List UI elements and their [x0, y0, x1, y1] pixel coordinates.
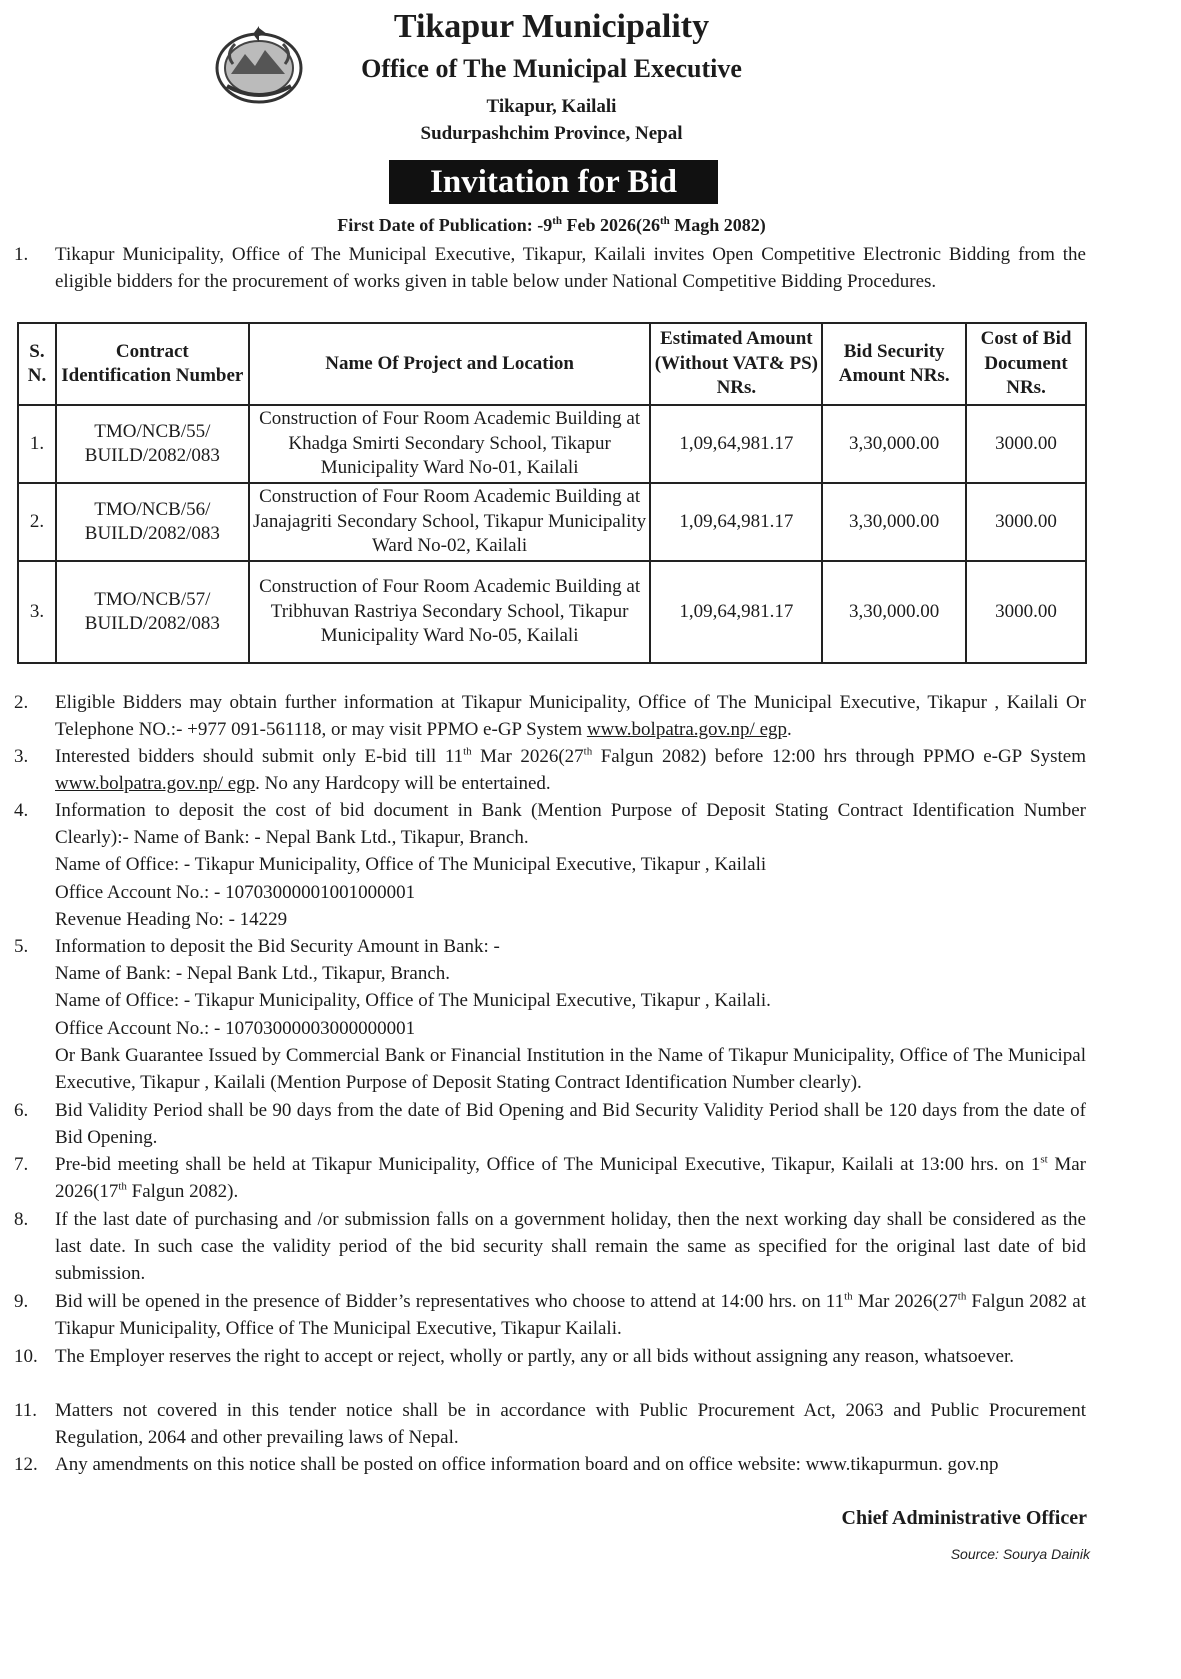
cell-sn: 3. — [18, 561, 56, 663]
clause-number: 5. — [14, 936, 29, 957]
clause-text: Pre-bid meeting shall be held at Tikapur Municipality, Office of The Municipal Executive, Tikapur, Kailali at 13:00 hrs. on 1st Mar 2026(17th Falgun 2082). — [55, 1153, 1087, 1203]
table-row — [18, 405, 1086, 483]
clause-text: Bid will be opened in the presence of Bidder’s representatives who choose to attend at 14:00 hrs. on 11th Mar 2026(27th Falgun 2082 at Tikapur Municipality, Office of The Municipal Executive, Tikapur Kailali. — [55, 1290, 1087, 1340]
cell-sn: 1. — [18, 405, 56, 483]
notice-title: Invitation for Bid — [389, 160, 718, 204]
municipality-name: Tikapur Municipality — [393, 8, 710, 45]
cell-bid-security: 3,30,000.00 — [822, 405, 966, 483]
cell-project: Construction of Four Room Academic Building at Khadga Smirti Secondary School, Tikapur Municipality Ward No-01, Kailali — [249, 405, 651, 483]
col-header-sn: S. N. — [18, 323, 56, 405]
clause-number: 8. — [14, 1209, 29, 1230]
col-header-bid-security: Bid Security Amount NRs. — [822, 323, 966, 405]
office-name: Office of The Municipal Executive — [361, 54, 742, 83]
cell-project: Construction of Four Room Academic Building at Tribhuvan Rastriya Secondary School, Tikapur Municipality Ward No-05, Kailali — [249, 561, 651, 663]
col-header-estimate: Estimated Amount (Without VAT& PS) NRs. — [650, 323, 822, 405]
cell-contract-id: TMO/NCB/55/ BUILD/2082/083 — [56, 405, 249, 483]
cell-doc-cost: 3000.00 — [966, 561, 1086, 663]
table-header-row — [18, 323, 1086, 405]
publication-date: First Date of Publication: -9th Feb 2026(26th Magh 2082) — [337, 215, 766, 235]
table-row — [18, 483, 1086, 561]
clause-text: If the last date of purchasing and /or submission falls on a government holiday, then the next working day shall be considered as the last date. In such case the validity period of the bid security shall remain the same as specified for the original last date of bid submission. — [55, 1209, 1086, 1285]
cell-sn: 2. — [18, 483, 56, 561]
cell-doc-cost: 3000.00 — [966, 483, 1086, 561]
clause-number: 6. — [14, 1100, 29, 1121]
col-header-contract-id: Contract Identification Number — [56, 323, 249, 405]
clause-1 — [0, 241, 1103, 321]
clause-text: Matters not covered in this tender notice shall be in accordance with Public Procurement Act, 2063 and Public Procurement Regulation, 2064 and other prevailing laws of Nepal. — [55, 1400, 1086, 1449]
cell-contract-id: TMO/NCB/56/ BUILD/2082/083 — [56, 483, 249, 561]
cell-project: Construction of Four Room Academic Building at Janajagriti Secondary School, Tikapur Municipality Ward No-02, Kailali — [249, 483, 651, 561]
clause-number: 9. — [14, 1291, 29, 1312]
clause-text: Any amendments on this notice shall be posted on office information board and on office website: www.tikapurmun. gov.np — [55, 1454, 999, 1475]
clause-number: 4. — [14, 800, 29, 821]
cell-estimate: 1,09,64,981.17 — [650, 405, 822, 483]
clause-number: 11. — [14, 1400, 38, 1421]
signatory-title: Chief Administrative Officer — [841, 1507, 1087, 1529]
clause-text: The Employer reserves the right to accept or reject, wholly or partly, any or all bids without assigning any reason, whatsoever. — [55, 1346, 1015, 1367]
clause-text: Information to deposit the Bid Security Amount in Bank: - Name of Bank: - Nepal Bank Ltd., Tikapur, Branch. Name of Office: - Tikapur Municipality, Office of The Municipal Executive, Tikapur , Kailali. Office Account No.: - 10703000003000000001 Or Bank Guarantee Issued by Commercial Bank or Financial Institution in the Name of Tikapur Municipality, Office of The Municipal Executive, Tikapur , Kailali (Mention Purpose of Deposit Stating Contract Identification Number clearly). — [55, 936, 1086, 1094]
cell-bid-security: 3,30,000.00 — [822, 483, 966, 561]
clause-number: 2. — [14, 692, 29, 713]
clause-text: Tikapur Municipality, Office of The Municipal Executive, Tikapur, Kailali invites Open Competitive Electronic Bidding from the eligible bidders for the procurement of works given in table below under National Competitive Bidding Procedures. — [55, 244, 1086, 293]
cell-contract-id: TMO/NCB/57/ BUILD/2082/083 — [56, 561, 249, 663]
works-table — [17, 322, 1087, 664]
clause-number: 7. — [14, 1154, 29, 1175]
clause-text: Bid Validity Period shall be 90 days from the date of Bid Opening and Bid Security Validity Period shall be 120 days from the date of Bid Opening. — [55, 1100, 1086, 1149]
clause-number: 10. — [14, 1346, 38, 1367]
clause-number: 1. — [14, 244, 29, 265]
source-credit: Source: Sourya Dainik — [950, 1546, 1090, 1562]
clause-text: Eligible Bidders may obtain further information at Tikapur Municipality, Office of The Municipal Executive, Tikapur , Kailali Or Telephone NO.:- +977 091-561118, or may visit PPMO e-GP System www.bolpatra.gov.np/ egp. — [55, 692, 1086, 741]
bolpatra-link[interactable]: www.bolpatra.gov.np/ egp — [586, 719, 788, 741]
clause-number: 12. — [14, 1454, 38, 1475]
cell-bid-security: 3,30,000.00 — [822, 561, 966, 663]
clause-text: Interested bidders should submit only E-bid till 11th Mar 2026(27th Falgun 2082) before 12:00 hrs through PPMO e-GP System www.bolpatra.gov.np/ egp. No any Hardcopy will be entertained. — [55, 745, 1086, 795]
office-location: Tikapur, Kailali — [486, 96, 617, 117]
cell-estimate: 1,09,64,981.17 — [650, 561, 822, 663]
bolpatra-link[interactable]: www.bolpatra.gov.np/ egp — [55, 773, 256, 795]
table-row — [18, 561, 1086, 663]
clause-number: 3. — [14, 746, 29, 767]
clause-text: Information to deposit the cost of bid document in Bank (Mention Purpose of Deposit Stating Contract Identification Number Clearly):- Name of Bank: - Nepal Bank Ltd., Tikapur, Branch. Name of Office: - Tikapur Municipality, Office of The Municipal Executive, Tikapur , Kailali Office Account No.: - 10703000001001000001 Revenue Heading No: - 14229 — [55, 800, 1086, 930]
office-province: Sudurpashchim Province, Nepal — [420, 123, 683, 144]
col-header-project: Name Of Project and Location — [249, 323, 651, 405]
cell-estimate: 1,09,64,981.17 — [650, 483, 822, 561]
col-header-doc-cost: Cost of Bid Document NRs. — [966, 323, 1086, 405]
cell-doc-cost: 3000.00 — [966, 405, 1086, 483]
